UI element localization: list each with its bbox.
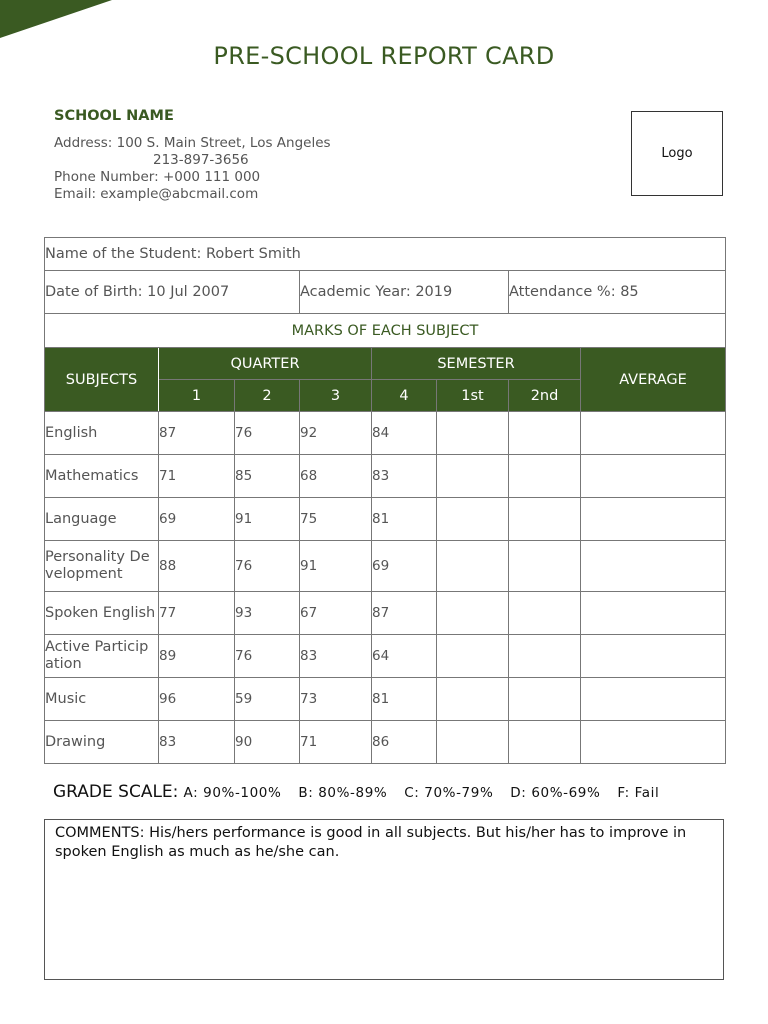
semester-cell (509, 635, 581, 678)
grade-scale-label: GRADE SCALE: (53, 782, 179, 802)
semester-cell (437, 721, 509, 764)
grade-d: D: 60%-69% (510, 785, 601, 801)
quarter-1-header: 1 (159, 380, 235, 412)
mark-cell: 91 (235, 498, 300, 541)
average-cell (581, 721, 726, 764)
mark-cell: 75 (300, 498, 372, 541)
mark-cell: 85 (235, 455, 300, 498)
semester-cell (509, 455, 581, 498)
marks-title: MARKS OF EACH SUBJECT (45, 314, 726, 348)
subject-cell: Personality Development (45, 541, 159, 592)
mark-cell: 83 (159, 721, 235, 764)
subject-cell: Active Participation (45, 635, 159, 678)
school-phone: Phone Number: +000 111 000 (54, 169, 261, 185)
semester-cell (437, 678, 509, 721)
table-row (45, 592, 726, 635)
mark-cell: 92 (300, 412, 372, 455)
semester-2-header: 2nd (509, 380, 581, 412)
average-cell (581, 592, 726, 635)
mark-cell: 87 (372, 592, 437, 635)
semester-cell (437, 635, 509, 678)
subject-cell: English (45, 412, 159, 455)
logo-placeholder (631, 111, 723, 196)
table-row (45, 412, 726, 455)
semester-cell (509, 541, 581, 592)
mark-cell: 73 (300, 678, 372, 721)
mark-cell: 84 (372, 412, 437, 455)
mark-cell: 76 (235, 412, 300, 455)
subject-cell: Drawing (45, 721, 159, 764)
subject-cell: Mathematics (45, 455, 159, 498)
student-details-row (45, 271, 726, 314)
quarter-2-header: 2 (235, 380, 300, 412)
table-row (45, 455, 726, 498)
grade-f: F: Fail (617, 785, 660, 801)
student-dob: Date of Birth: 10 Jul 2007 (45, 271, 300, 314)
academic-year: Academic Year: 2019 (300, 271, 509, 314)
subjects-header: SUBJECTS (45, 348, 159, 412)
quarter-3-header: 3 (300, 380, 372, 412)
grade-scale-items (184, 785, 672, 801)
grade-c: C: 70%-79% (404, 785, 494, 801)
average-cell (581, 541, 726, 592)
page-title: PRE-SCHOOL REPORT CARD (213, 42, 555, 70)
average-cell (581, 498, 726, 541)
mark-cell: 89 (159, 635, 235, 678)
marks-title-row (45, 314, 726, 348)
school-name: SCHOOL NAME (54, 108, 174, 124)
mark-cell: 90 (235, 721, 300, 764)
quarter-header: QUARTER (159, 348, 372, 380)
report-table (44, 237, 726, 764)
mark-cell: 71 (300, 721, 372, 764)
average-cell (581, 678, 726, 721)
semester-cell (509, 592, 581, 635)
mark-cell: 86 (372, 721, 437, 764)
school-info (54, 108, 474, 203)
semester-cell (509, 721, 581, 764)
comments-text: COMMENTS: His/hers performance is good in all subjects. But his/her has to improve in spoken English as much as he/she can. (55, 825, 687, 860)
table-row (45, 678, 726, 721)
mark-cell: 83 (300, 635, 372, 678)
mark-cell: 93 (235, 592, 300, 635)
semester-cell (437, 541, 509, 592)
mark-cell: 68 (300, 455, 372, 498)
mark-cell: 88 (159, 541, 235, 592)
mark-cell: 69 (159, 498, 235, 541)
semester-cell (437, 498, 509, 541)
mark-cell: 67 (300, 592, 372, 635)
mark-cell: 91 (300, 541, 372, 592)
mark-cell: 81 (372, 498, 437, 541)
grade-b: B: 80%-89% (298, 785, 388, 801)
mark-cell: 77 (159, 592, 235, 635)
mark-cell: 76 (235, 541, 300, 592)
quarter-4-header: 4 (372, 380, 437, 412)
school-email: Email: example@abcmail.com (54, 186, 259, 202)
semester-cell (509, 412, 581, 455)
student-name-row (45, 238, 726, 271)
comments-box (44, 819, 724, 980)
mark-cell: 71 (159, 455, 235, 498)
table-row (45, 721, 726, 764)
mark-cell: 81 (372, 678, 437, 721)
logo-label: Logo (661, 146, 693, 161)
semester-cell (437, 455, 509, 498)
mark-cell: 87 (159, 412, 235, 455)
student-name: Name of the Student: Robert Smith (45, 238, 726, 271)
mark-cell: 83 (372, 455, 437, 498)
subject-cell: Spoken English (45, 592, 159, 635)
table-row (45, 541, 726, 592)
header-row-top (45, 348, 726, 380)
mark-cell: 64 (372, 635, 437, 678)
mark-cell: 69 (372, 541, 437, 592)
semester-1-header: 1st (437, 380, 509, 412)
mark-cell: 96 (159, 678, 235, 721)
average-header: AVERAGE (581, 348, 726, 412)
average-cell (581, 635, 726, 678)
subject-cell: Language (45, 498, 159, 541)
semester-cell (437, 592, 509, 635)
semester-cell (437, 412, 509, 455)
grade-a: A: 90%-100% (183, 785, 282, 801)
average-cell (581, 412, 726, 455)
school-address: Address: 100 S. Main Street, Los Angeles (54, 135, 331, 151)
mark-cell: 76 (235, 635, 300, 678)
school-address-line2: 213-897-3656 (153, 152, 249, 168)
subject-cell: Music (45, 678, 159, 721)
semester-cell (509, 498, 581, 541)
table-row (45, 635, 726, 678)
table-row (45, 498, 726, 541)
semester-cell (509, 678, 581, 721)
attendance: Attendance %: 85 (509, 271, 726, 314)
semester-header: SEMESTER (372, 348, 581, 380)
average-cell (581, 455, 726, 498)
corner-decoration (0, 0, 112, 38)
mark-cell: 59 (235, 678, 300, 721)
grade-scale (53, 782, 671, 802)
